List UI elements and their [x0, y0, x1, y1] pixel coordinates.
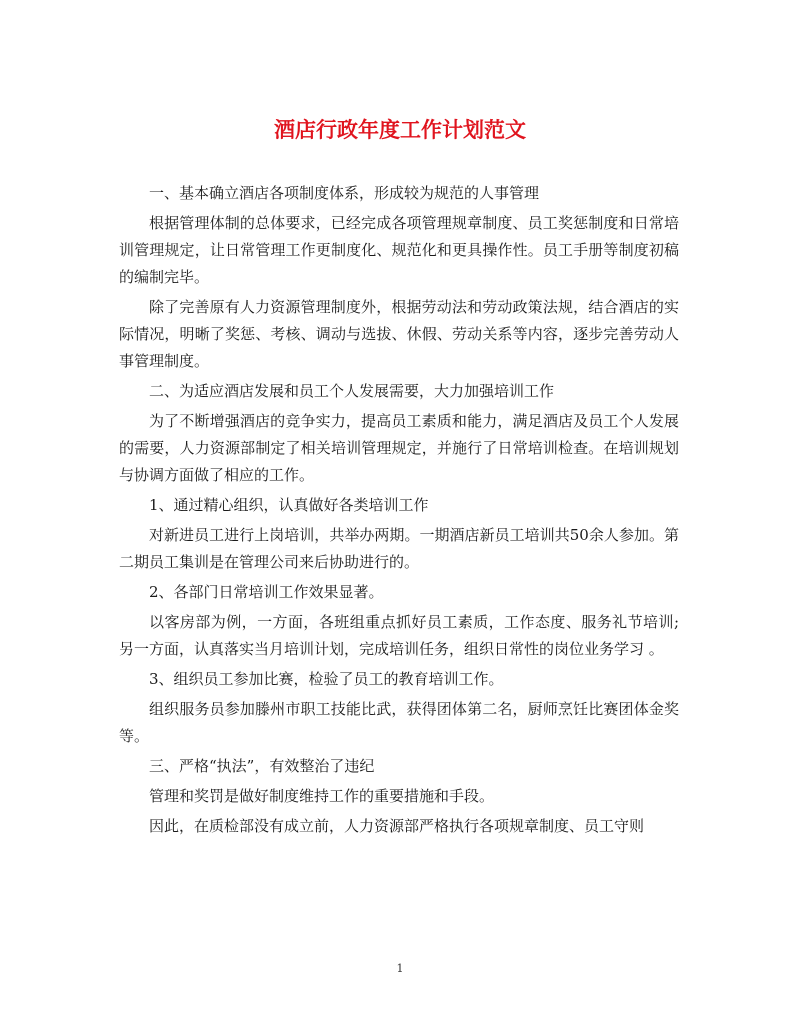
paragraph: 为了不断增强酒店的竞争实力，提高员工素质和能力，满足酒店及员工个人发展的需要，人力资源部制定了相关培训管理规定，并施行了日常培训检查。在培训规划与协调方面做了相应的工作。	[119, 412, 679, 484]
document-body	[119, 180, 679, 843]
paragraph: 除了完善原有人力资源管理制度外，根据劳动法和劳动政策法规，结合酒店的实际情况，明晰了奖惩、考核、调动与选拔、休假、劳动关系等内容，逐步完善劳动人事管理制度。	[119, 298, 679, 370]
section-heading-2: 二、为适应酒店发展和员工个人发展需要，大力加强培训工作	[149, 382, 555, 400]
page-number: 1	[396, 962, 404, 975]
paragraph: 管理和奖罚是做好制度维持工作的重要措施和手段。	[149, 787, 495, 805]
subsection-heading-3: 3、组织员工参加比赛，检验了员工的教育培训工作。	[149, 670, 504, 688]
subsection-heading-1: 1、通过精心组织，认真做好各类培训工作	[149, 496, 429, 514]
paragraph: 因此，在质检部没有成立前，人力资源部严格执行各项规章制度、员工守则	[149, 817, 645, 835]
paragraph: 对新进员工进行上岗培训，共举办两期。一期酒店新员工培训共50余人参加。第二期员工集训是在管理公司来后协助进行的。	[119, 526, 679, 571]
paragraph: 组织服务员参加滕州市职工技能比武，获得团体第二名，厨师烹饪比赛团体金奖等。	[119, 700, 679, 745]
section-heading-1: 一、基本确立酒店各项制度体系，形成较为规范的人事管理	[149, 184, 540, 202]
page-title: 酒店行政年度工作计划范文	[274, 117, 526, 142]
section-heading-3: 三、严格“执法”，有效整治了违纪	[149, 757, 375, 775]
subsection-heading-2: 2、各部门日常培训工作效果显著。	[149, 583, 384, 601]
paragraph: 以客房部为例，一方面，各班组重点抓好员工素质，工作态度、服务礼节培训;另一方面，认真落实当月培训计划，完成培训任务，组织日常性的岗位业务学习 。	[119, 613, 679, 658]
paragraph: 根据管理体制的总体要求，已经完成各项管理规章制度、员工奖惩制度和日常培训管理规定，让日常管理工作更制度化、规范化和更具操作性。员工手册等制度初稿的编制完毕。	[119, 214, 679, 286]
